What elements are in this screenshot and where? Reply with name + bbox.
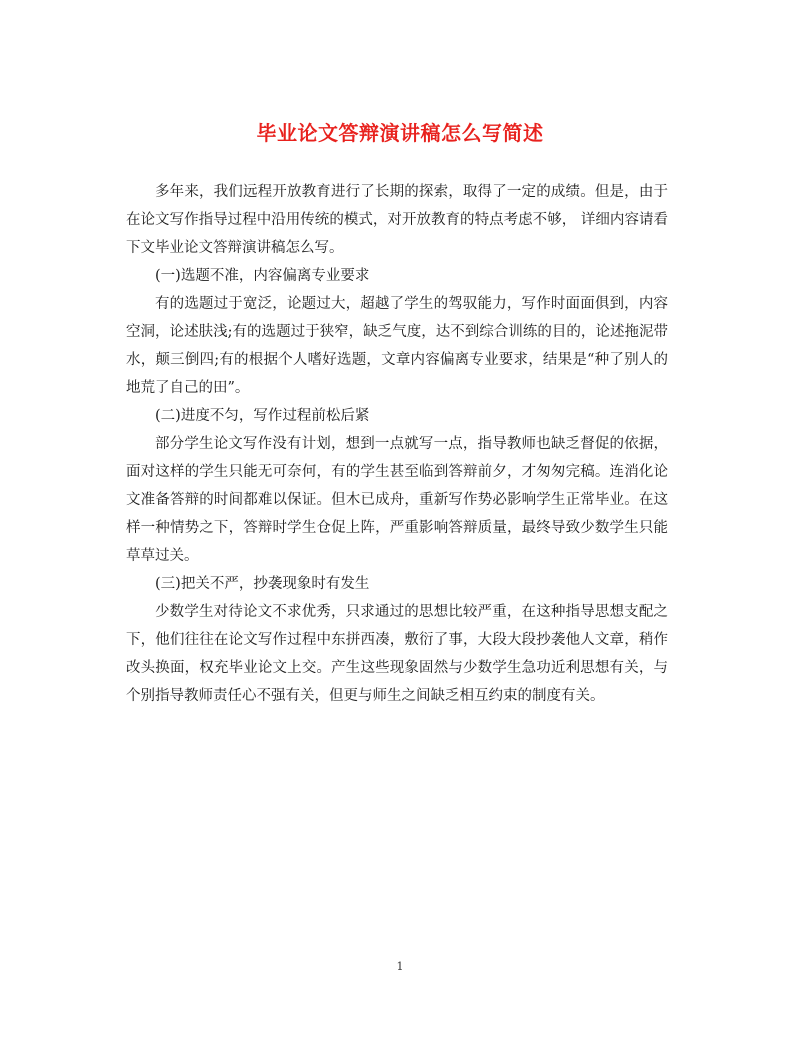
- section-heading-2: (二)进度不匀，写作过程前松后紧: [155, 408, 370, 424]
- document-body: [126, 178, 668, 710]
- intro-paragraph: 多年来，我们远程开放教育进行了长期的探索，取得了一定的成绩。但是，由于在论文写作指导过程中沿用传统的模式，对开放教育的特点考虑不够， 详细内容请看下文毕业论文答辩演讲稿怎么写。: [126, 184, 668, 256]
- page-number: 1: [396, 960, 404, 973]
- section-2-paragraph: 部分学生论文写作没有计划，想到一点就写一点，指导教师也缺乏督促的依据，面对这样的学生只能无可奈何，有的学生甚至临到答辩前夕，才匆匆完稿。连消化论文准备答辩的时间都难以保证。但木已成舟，重新写作势必影响学生正常毕业。在这样一种情势之下，答辩时学生仓促上阵，严重影响答辩质量，最终导致少数学生只能草草过关。: [126, 436, 668, 564]
- section-1-paragraph: 有的选题过于宽泛，论题过大，超越了学生的驾驭能力，写作时面面俱到，内容空洞，论述肤浅;有的选题过于狭窄，缺乏气度，达不到综合训练的目的，论述拖泥带水，颠三倒四;有的根据个人嗜好选题，文章内容偏离专业要求，结果是“种了别人的地荒了自己的田”。: [126, 296, 668, 396]
- document-title: 毕业论文答辩演讲稿怎么写简述: [256, 121, 544, 145]
- section-heading-3: (三)把关不严，抄袭现象时有发生: [155, 576, 370, 592]
- section-3-paragraph: 少数学生对待论文不求优秀，只求通过的思想比较严重，在这种指导思想支配之下，他们往往在论文写作过程中东拼西凑，敷衍了事，大段大段抄袭他人文章，稍作改头换面，权充毕业论文上交。产生这些现象固然与少数学生急功近利思想有关，与个别指导教师责任心不强有关，但更与师生之间缺乏相互约束的制度有关。: [126, 604, 668, 704]
- section-heading-1: (一)选题不准，内容偏离专业要求: [155, 268, 370, 284]
